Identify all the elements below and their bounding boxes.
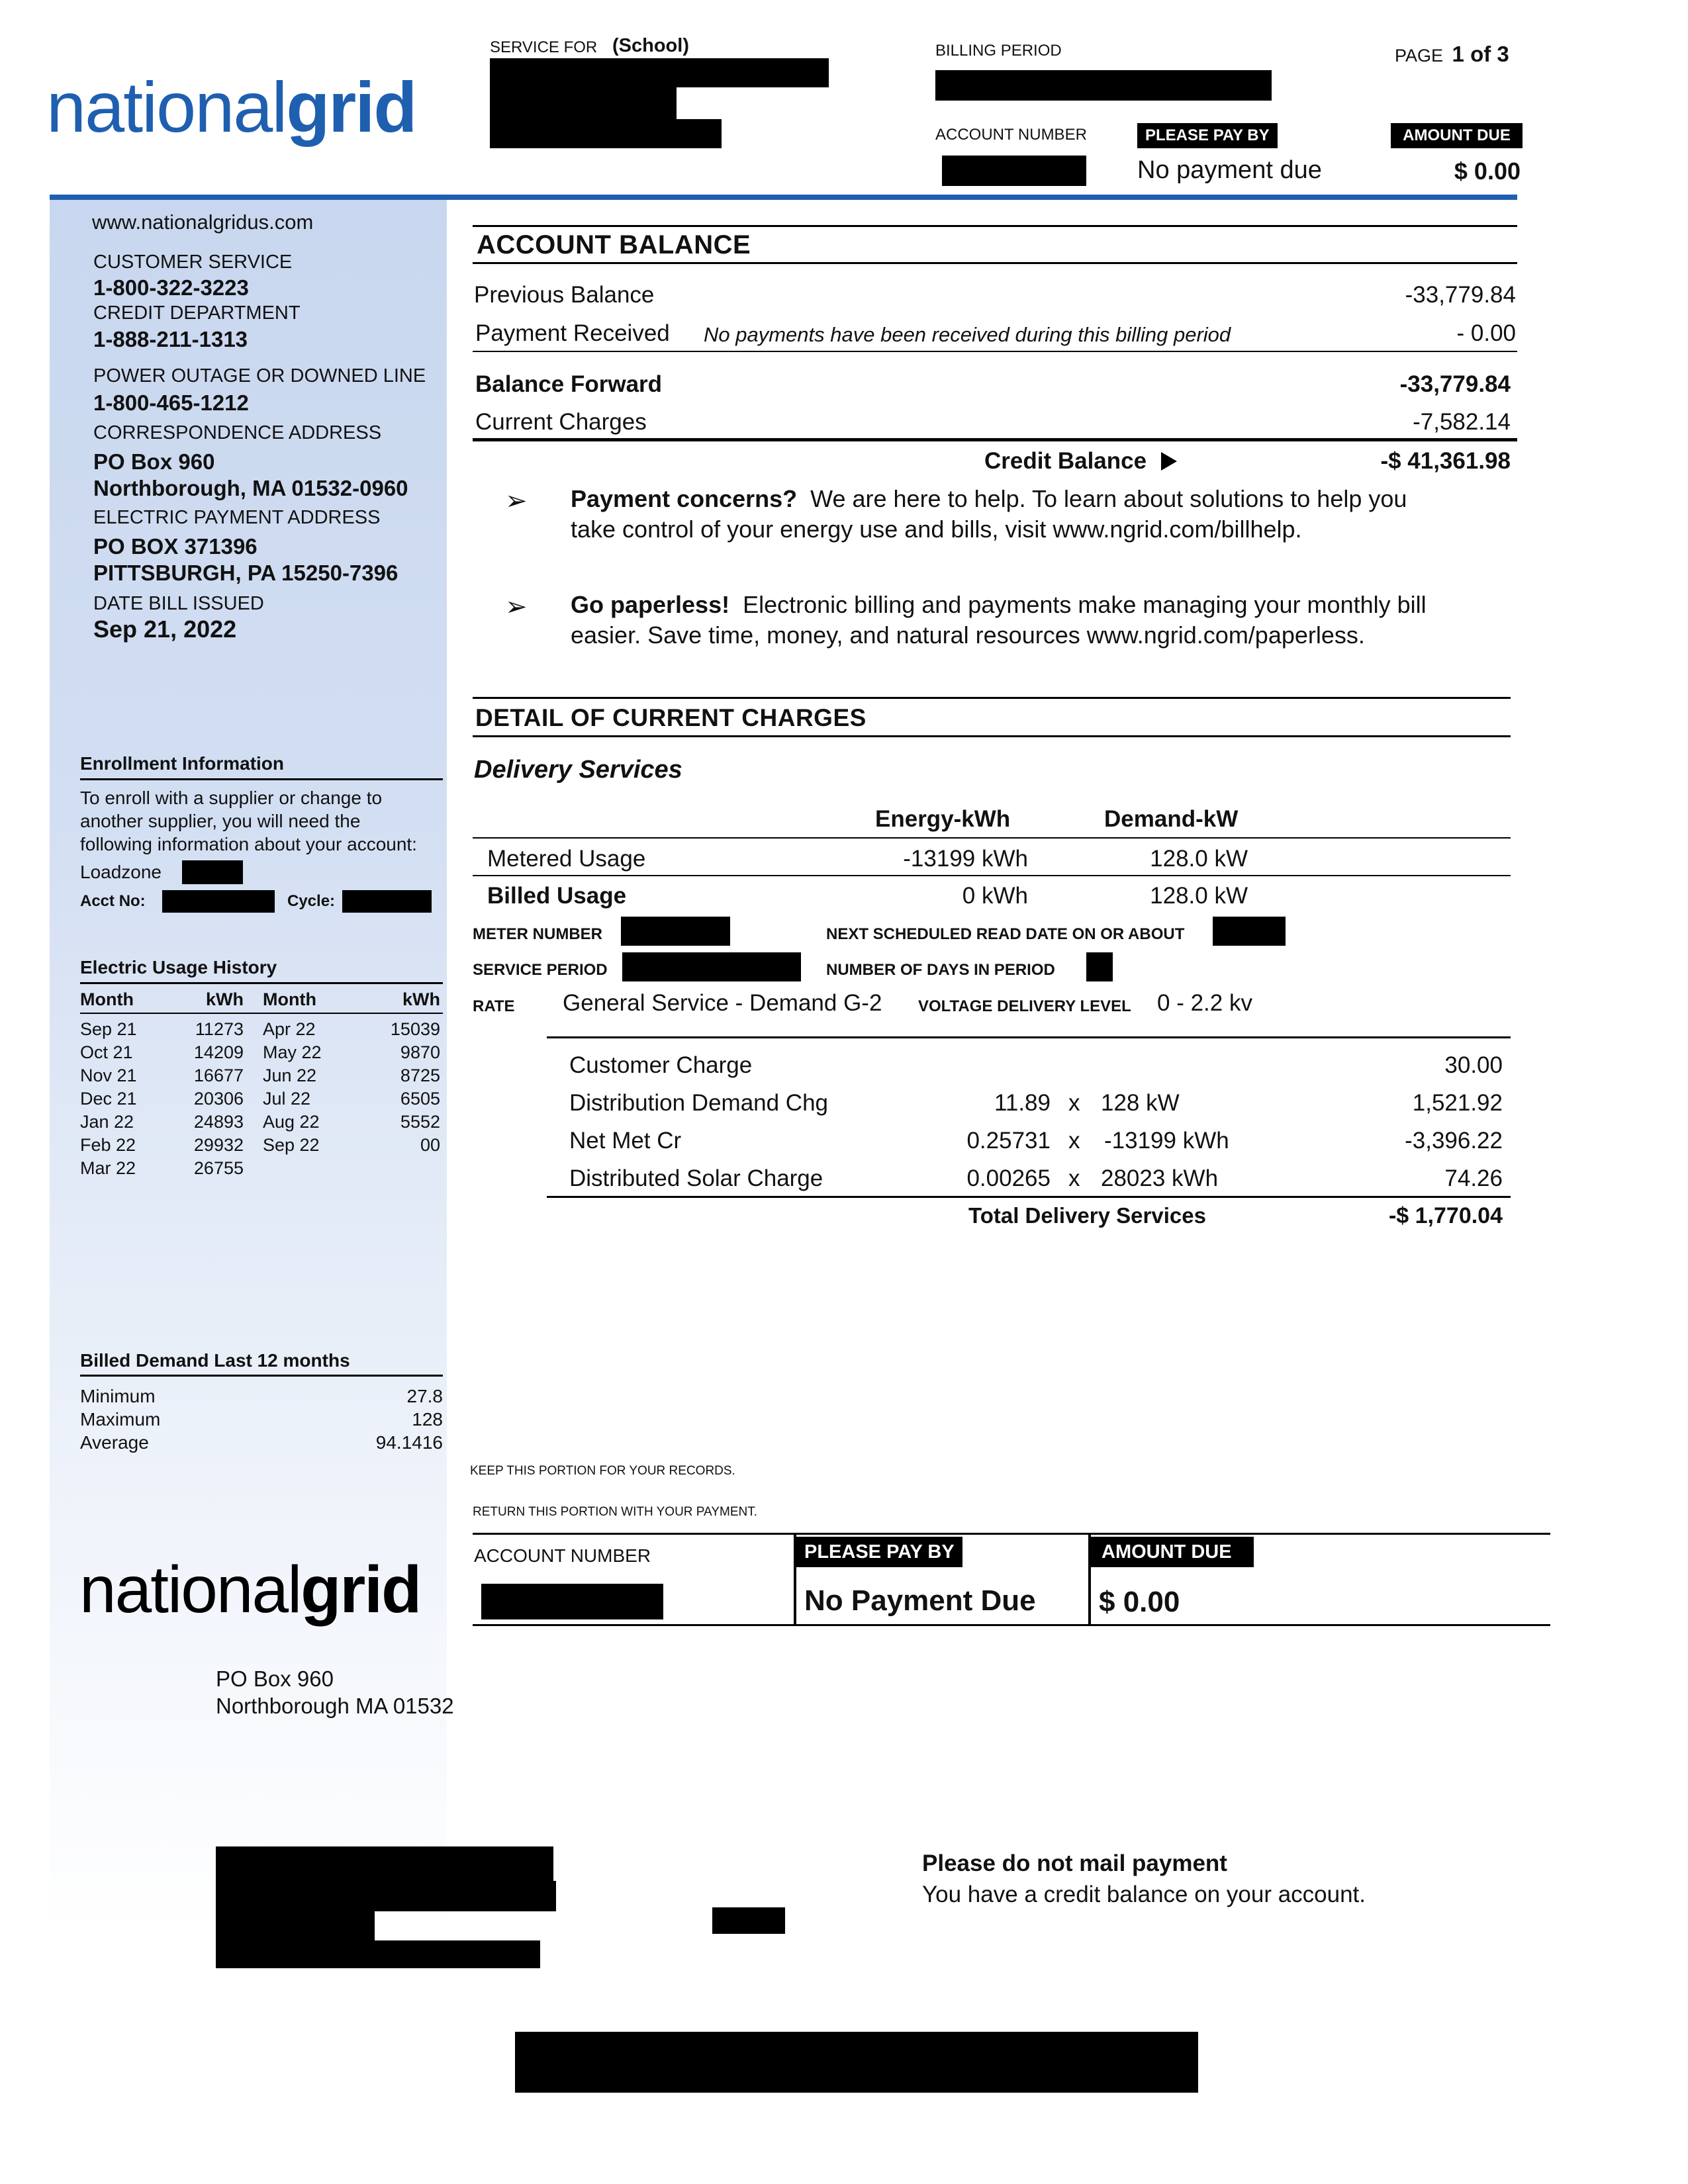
charge-name-2: Net Met Cr bbox=[569, 1128, 682, 1154]
payment-concerns-text-1: We are here to help. To learn about solutions to help you bbox=[810, 485, 1407, 512]
amount-due-value: $ 0.00 bbox=[1454, 158, 1521, 185]
usage-month-left-3: Dec 21 bbox=[80, 1089, 137, 1109]
page-number bbox=[1395, 42, 1509, 67]
metered-usage-demand: 128.0 kW bbox=[1150, 846, 1248, 872]
payment-received-rule bbox=[473, 351, 1517, 352]
billed-usage-label: Billed Usage bbox=[487, 883, 627, 909]
credit-balance-value: -$ 41,361.98 bbox=[1380, 448, 1511, 474]
usage-kwh-left-5: 29932 bbox=[193, 1135, 244, 1155]
billed-demand-maximum-value: 128 bbox=[412, 1409, 443, 1430]
rate-label: RATE bbox=[473, 997, 515, 1015]
usage-col-month-right: Month bbox=[263, 989, 316, 1009]
date-issued-label: DATE BILL ISSUED bbox=[93, 593, 264, 614]
current-charges-label: Current Charges bbox=[475, 409, 647, 435]
outage-phone: 1-800-465-1212 bbox=[93, 390, 249, 415]
usage-col-kwh-left: kWh bbox=[206, 989, 244, 1009]
charge-times-2: x bbox=[1068, 1128, 1080, 1154]
please-pay-by-header: PLEASE PAY BY bbox=[1137, 123, 1278, 148]
usage-month-left-5: Feb 22 bbox=[80, 1135, 136, 1155]
keep-portion-text: KEEP THIS PORTION FOR YOUR RECORDS. bbox=[470, 1464, 735, 1478]
enrollment-text-2: another supplier, you will need the bbox=[80, 811, 361, 831]
go-paperless-text-1: Electronic billing and payments make managing your monthly bill bbox=[743, 591, 1427, 618]
charge-qty-3: 28023 kWh bbox=[1101, 1165, 1219, 1191]
national-grid-logo bbox=[46, 67, 416, 147]
service-for-label: SERVICE FOR bbox=[490, 38, 598, 56]
redacted-mailing-address-2 bbox=[216, 1881, 556, 1911]
billed-demand-average-value: 94.1416 bbox=[375, 1432, 443, 1453]
usage-kwh-left-0: 11273 bbox=[195, 1019, 244, 1039]
payment-concerns-text-2: take control of your energy use and bills, visit www.ngrid.com/billhelp. bbox=[571, 516, 1302, 543]
go-paperless-line-1 bbox=[571, 590, 1517, 620]
no-mail-title: Please do not mail payment bbox=[922, 1850, 1227, 1876]
account-balance-title: ACCOUNT BALANCE bbox=[477, 230, 751, 259]
charge-qty-2: -13199 kWh bbox=[1104, 1128, 1229, 1154]
stub-logo-text-light: national bbox=[79, 1553, 301, 1627]
balance-forward-label: Balance Forward bbox=[475, 371, 663, 397]
col-demand-kw: Demand-kW bbox=[1104, 806, 1239, 832]
header-rule bbox=[50, 195, 1517, 200]
redacted-acct-no bbox=[162, 890, 275, 913]
charge-times-1: x bbox=[1068, 1090, 1080, 1116]
stub-return-address-1: PO Box 960 bbox=[216, 1666, 334, 1691]
redacted-service-address-1 bbox=[490, 87, 677, 119]
previous-balance-label: Previous Balance bbox=[474, 282, 655, 308]
usage-month-right-0: Apr 22 bbox=[263, 1019, 316, 1039]
payment-concerns-line-1 bbox=[571, 484, 1517, 514]
payment-received-label: Payment Received bbox=[475, 320, 670, 346]
detail-top-rule bbox=[473, 697, 1511, 699]
amount-due-header: AMOUNT DUE bbox=[1391, 123, 1523, 148]
correspondence-label: CORRESPONDENCE ADDRESS bbox=[93, 422, 382, 443]
usage-kwh-right-1: 9870 bbox=[400, 1042, 440, 1062]
return-portion-text: RETURN THIS PORTION WITH YOUR PAYMENT. bbox=[473, 1505, 757, 1519]
stub-return-address-2: Northborough MA 01532 bbox=[216, 1694, 454, 1718]
stub-top-rule bbox=[473, 1533, 1550, 1535]
usage-kwh-right-3: 6505 bbox=[400, 1089, 440, 1109]
acct-no-label: Acct No: bbox=[80, 892, 146, 910]
meter-number-label: METER NUMBER bbox=[473, 925, 602, 943]
stub-please-pay-by-header: PLEASE PAY BY bbox=[796, 1537, 962, 1567]
redacted-service-name bbox=[490, 58, 829, 87]
days-in-period-label: NUMBER OF DAYS IN PERIOD bbox=[826, 961, 1055, 979]
payment-address-label: ELECTRIC PAYMENT ADDRESS bbox=[93, 507, 381, 528]
usage-month-left-2: Nov 21 bbox=[80, 1066, 137, 1085]
delivery-services-title: Delivery Services bbox=[474, 756, 682, 784]
credit-department-label: CREDIT DEPARTMENT bbox=[93, 302, 301, 324]
redacted-account-number bbox=[942, 156, 1086, 186]
payment-received-note: No payments have been received during this billing period bbox=[704, 323, 1231, 346]
loadzone-label: Loadzone bbox=[80, 862, 162, 882]
outage-label: POWER OUTAGE OR DOWNED LINE bbox=[93, 365, 426, 387]
charge-qty-1: 128 kW bbox=[1101, 1090, 1180, 1116]
usage-kwh-left-2: 16677 bbox=[193, 1066, 244, 1085]
go-paperless-notice bbox=[571, 590, 1517, 651]
redacted-stub-account-number bbox=[481, 1584, 663, 1619]
voltage-level-label: VOLTAGE DELIVERY LEVEL bbox=[918, 997, 1131, 1015]
correspondence-line1: PO Box 960 bbox=[93, 449, 215, 474]
metered-usage-label: Metered Usage bbox=[487, 846, 646, 872]
stub-logo-text-bold: grid bbox=[301, 1553, 421, 1627]
stub-amount-due-value: $ 0.00 bbox=[1099, 1586, 1180, 1618]
account-balance-top-rule bbox=[473, 225, 1517, 227]
redacted-next-read-date bbox=[1213, 917, 1286, 946]
metered-usage-line bbox=[473, 875, 1511, 876]
go-paperless-arrow-icon: ➢ bbox=[505, 592, 528, 621]
account-balance-title-rule bbox=[473, 262, 1517, 264]
stub-bottom-rule bbox=[473, 1624, 1550, 1626]
billed-demand-maximum-label: Maximum bbox=[80, 1409, 161, 1430]
enrollment-rule bbox=[80, 778, 443, 780]
credit-balance-label: Credit Balance bbox=[984, 448, 1177, 475]
usage-col-month-left: Month bbox=[80, 989, 134, 1009]
total-delivery-value: -$ 1,770.04 bbox=[1388, 1203, 1503, 1228]
redacted-service-address-2 bbox=[490, 119, 722, 148]
usage-month-right-3: Jul 22 bbox=[263, 1089, 311, 1109]
enrollment-title: Enrollment Information bbox=[80, 753, 284, 774]
charges-bottom-rule bbox=[547, 1196, 1511, 1198]
cycle-label: Cycle: bbox=[287, 892, 336, 910]
previous-balance-value: -33,779.84 bbox=[1405, 282, 1516, 308]
usage-kwh-left-6: 26755 bbox=[193, 1158, 244, 1178]
correspondence-line2: Northborough, MA 01532-0960 bbox=[93, 476, 408, 500]
redacted-mailing-address-4 bbox=[216, 1940, 540, 1968]
payment-concerns-arrow-icon: ➢ bbox=[505, 486, 528, 516]
payment-concerns-title: Payment concerns? bbox=[571, 485, 798, 512]
usage-kwh-right-0: 15039 bbox=[390, 1019, 440, 1039]
usage-kwh-left-3: 20306 bbox=[193, 1089, 244, 1109]
current-charges-value: -7,582.14 bbox=[1413, 409, 1511, 435]
charge-rate-1: 11.89 bbox=[994, 1090, 1051, 1116]
redacted-cycle bbox=[342, 890, 432, 913]
usage-month-left-4: Jan 22 bbox=[80, 1112, 134, 1132]
detail-title-rule bbox=[473, 735, 1511, 737]
page-value: 1 of 3 bbox=[1452, 42, 1509, 66]
no-mail-text: You have a credit balance on your account. bbox=[922, 1882, 1366, 1907]
usage-header-line bbox=[473, 837, 1511, 839]
website-link[interactable]: www.nationalgridus.com bbox=[92, 210, 314, 234]
logo-text-light: national bbox=[46, 67, 287, 147]
account-number-label: ACCOUNT NUMBER bbox=[935, 126, 1087, 144]
next-read-date-label: NEXT SCHEDULED READ DATE ON OR ABOUT bbox=[826, 925, 1185, 943]
usage-kwh-right-2: 8725 bbox=[400, 1066, 440, 1085]
charge-amount-2: -3,396.22 bbox=[1405, 1128, 1503, 1154]
date-issued-value: Sep 21, 2022 bbox=[93, 615, 237, 643]
credit-balance-arrow-icon bbox=[1161, 452, 1177, 471]
charge-name-1: Distribution Demand Chg bbox=[569, 1090, 829, 1116]
go-paperless-text-2: easier. Save time, money, and natural resources www.ngrid.com/paperless. bbox=[571, 621, 1365, 649]
usage-kwh-left-4: 24893 bbox=[193, 1112, 244, 1132]
billed-demand-minimum-value: 27.8 bbox=[406, 1386, 443, 1406]
redacted-mailing-code bbox=[712, 1907, 785, 1934]
please-pay-by-value: No payment due bbox=[1137, 156, 1322, 184]
charge-name-3: Distributed Solar Charge bbox=[569, 1165, 823, 1191]
redacted-days-in-period bbox=[1086, 952, 1113, 981]
col-energy-kwh: Energy-kWh bbox=[875, 806, 1011, 832]
usage-month-right-5: Sep 22 bbox=[263, 1135, 320, 1155]
redacted-billing-period bbox=[935, 70, 1272, 101]
usage-history-title: Electric Usage History bbox=[80, 957, 277, 978]
balance-forward-value: -33,779.84 bbox=[1399, 371, 1511, 397]
usage-kwh-right-5: 00 bbox=[420, 1135, 440, 1155]
stub-account-number-label: ACCOUNT NUMBER bbox=[474, 1545, 651, 1566]
charge-name-0: Customer Charge bbox=[569, 1052, 753, 1078]
customer-service-label: CUSTOMER SERVICE bbox=[93, 251, 293, 273]
stub-please-pay-by-value: No Payment Due bbox=[804, 1584, 1036, 1617]
charge-amount-0: 30.00 bbox=[1444, 1052, 1503, 1078]
usage-month-left-1: Oct 21 bbox=[80, 1042, 133, 1062]
charge-times-3: x bbox=[1068, 1165, 1080, 1191]
charge-rate-3: 0.00265 bbox=[966, 1165, 1051, 1191]
usage-kwh-left-1: 14209 bbox=[193, 1042, 244, 1062]
usage-kwh-right-4: 5552 bbox=[400, 1112, 440, 1132]
credit-department-phone: 1-888-211-1313 bbox=[93, 327, 248, 351]
redacted-service-period bbox=[622, 952, 801, 981]
usage-month-right-2: Jun 22 bbox=[263, 1066, 317, 1085]
redacted-loadzone bbox=[182, 860, 243, 884]
usage-month-left-0: Sep 21 bbox=[80, 1019, 137, 1039]
usage-history-rule bbox=[80, 982, 443, 984]
stub-amount-due-header: AMOUNT DUE bbox=[1091, 1537, 1254, 1567]
redacted-mailing-address-3 bbox=[216, 1911, 375, 1940]
current-charges-rule bbox=[473, 438, 1517, 441]
billed-usage-energy: 0 kWh bbox=[962, 883, 1028, 909]
charge-rate-2: 0.25731 bbox=[966, 1128, 1051, 1154]
billed-demand-minimum-label: Minimum bbox=[80, 1386, 156, 1406]
service-period-label: SERVICE PERIOD bbox=[473, 961, 608, 979]
metered-usage-energy: -13199 kWh bbox=[903, 846, 1028, 872]
voltage-level-value: 0 - 2.2 kv bbox=[1157, 990, 1252, 1016]
usage-header-rule bbox=[80, 1013, 443, 1014]
billed-usage-demand: 128.0 kW bbox=[1150, 883, 1248, 909]
enrollment-text-1: To enroll with a supplier or change to bbox=[80, 788, 383, 808]
payment-received-value: - 0.00 bbox=[1456, 320, 1516, 346]
payment-address-line2: PITTSBURGH, PA 15250-7396 bbox=[93, 561, 399, 585]
service-for-value: (School) bbox=[612, 35, 689, 56]
redacted-meter-number bbox=[621, 917, 730, 946]
billed-demand-rule bbox=[80, 1375, 443, 1377]
customer-service-phone: 1-800-322-3223 bbox=[93, 275, 249, 300]
redacted-mailing-address-1 bbox=[216, 1846, 553, 1881]
billed-demand-title: Billed Demand Last 12 months bbox=[80, 1350, 350, 1371]
billed-demand-average-label: Average bbox=[80, 1432, 149, 1453]
go-paperless-title: Go paperless! bbox=[571, 591, 730, 618]
charge-amount-3: 74.26 bbox=[1444, 1165, 1503, 1191]
detail-title: DETAIL OF CURRENT CHARGES bbox=[475, 704, 867, 731]
charges-top-rule bbox=[547, 1036, 1511, 1038]
charge-amount-1: 1,521.92 bbox=[1412, 1090, 1503, 1116]
stub-national-grid-logo bbox=[79, 1553, 421, 1627]
usage-col-kwh-right: kWh bbox=[402, 989, 440, 1009]
page-label: PAGE bbox=[1395, 46, 1444, 66]
billing-period-label: BILLING PERIOD bbox=[935, 42, 1062, 60]
redacted-scanline bbox=[515, 2032, 1198, 2093]
logo-text-bold: grid bbox=[286, 67, 416, 147]
payment-address-line1: PO BOX 371396 bbox=[93, 534, 258, 559]
usage-month-right-1: May 22 bbox=[263, 1042, 322, 1062]
usage-month-left-6: Mar 22 bbox=[80, 1158, 136, 1178]
rate-value: General Service - Demand G-2 bbox=[563, 990, 882, 1016]
total-delivery-label: Total Delivery Services bbox=[968, 1203, 1206, 1228]
enrollment-text-3: following information about your account: bbox=[80, 834, 417, 854]
usage-month-right-4: Aug 22 bbox=[263, 1112, 320, 1132]
payment-concerns-notice bbox=[571, 484, 1517, 545]
